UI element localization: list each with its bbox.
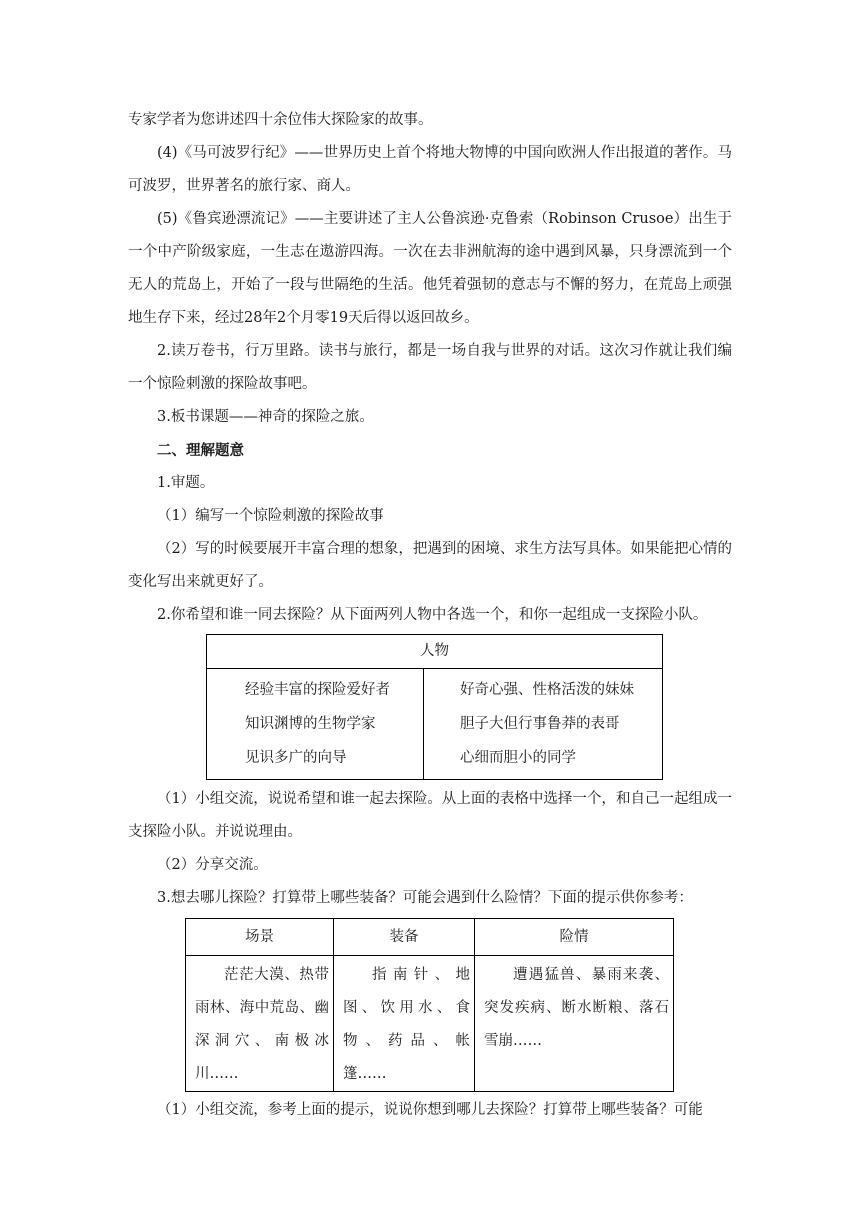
paragraph-choose-partner: 2.你希望和谁一同去探险？从下面两列人物中各选一个，和你一起组成一支探险小队。 [157,607,708,623]
characters-left-column [207,669,424,780]
paragraph-share: （2）分享交流。 [157,857,268,873]
paragraph-marco-polo: (4)《马可波罗行纪》——世界历史上首个将地大物博的中国向欧洲人作出报道的著作。马可波罗，世界著名的旅行家、商人。 [128,145,732,194]
character-item: 好奇心强、性格活泼的妹妹 [460,682,634,698]
hints-cell-danger: 遭遇猛兽、暴雨来袭、突发疾病、断水断粮、落石雪崩…… [475,956,674,1092]
paragraph-review-1: （1）编写一个惊险刺激的探险故事 [157,508,384,524]
paragraph-board-title: 3.板书课题——神奇的探险之旅。 [157,409,374,425]
paragraph-reading-travel: 2.读万卷书，行万里路。读书与旅行，都是一场自我与世界的对话。这次习作就让我们编一个惊险刺激的探险故事吧。 [128,343,732,392]
paragraph-intro-tail: 专家学者为您讲述四十余位伟大探险家的故事。 [128,112,433,128]
character-item: 知识渊博的生物学家 [245,716,376,732]
hints-header-scene: 场景 [186,919,334,956]
section-heading-understand: 二、理解题意 [157,442,244,459]
hints-cell-scene: 茫茫大漠、热带雨林、海中荒岛、幽深洞穴、南极冰川…… [186,956,334,1092]
character-item: 心细而胆小的同学 [460,750,576,766]
paragraph-group-discuss: （1）小组交流，说说希望和谁一起去探险。从上面的表格中选择一个，和自己一起组成一支探险小队。并说说理由。 [128,791,732,840]
hints-header-equipment: 装备 [334,919,475,956]
characters-table [206,634,663,780]
character-item: 见识多广的向导 [245,750,347,766]
character-item: 胆子大但行事鲁莽的表哥 [460,716,620,732]
character-item: 经验丰富的探险爱好者 [245,682,390,698]
document-page [128,104,732,1127]
paragraph-review-2: （2）写的时候要展开丰富合理的想象，把遇到的困境、求生方法写具体。如果能把心情的变化写出来就更好了。 [128,541,732,590]
paragraph-where-explore: 3.想去哪儿探险？打算带上哪些装备？可能会遇到什么险情？下面的提示供你参考： [157,890,693,906]
characters-right-column [424,669,663,780]
paragraph-robinson-crusoe: (5)《鲁宾逊漂流记》——主要讲述了主人公鲁滨逊·克鲁索（Robinson Crusoe）出生于一个中产阶级家庭，一生志在遨游四海。一次在去非洲航海的途中遇到风暴，只身漂流到一个无人的荒岛上，开始了一段与世隔绝的生活。他凭着强韧的意志与不懈的努力，在荒岛上顽强地生存下来，经过28年2个月零19天后得以返回故乡。 [128,211,732,326]
hints-header-danger: 险情 [475,919,674,956]
hints-cell-equipment: 指南针、地图、饮用水、食物、药品、帐篷…… [334,956,475,1092]
paragraph-group-discuss-2: （1）小组交流，参考上面的提示，说说你想到哪儿去探险？打算带上哪些装备？可能 [157,1102,703,1118]
paragraph-review: 1.审题。 [157,475,215,491]
characters-table-header: 人物 [207,635,663,669]
hints-table [185,918,674,1092]
